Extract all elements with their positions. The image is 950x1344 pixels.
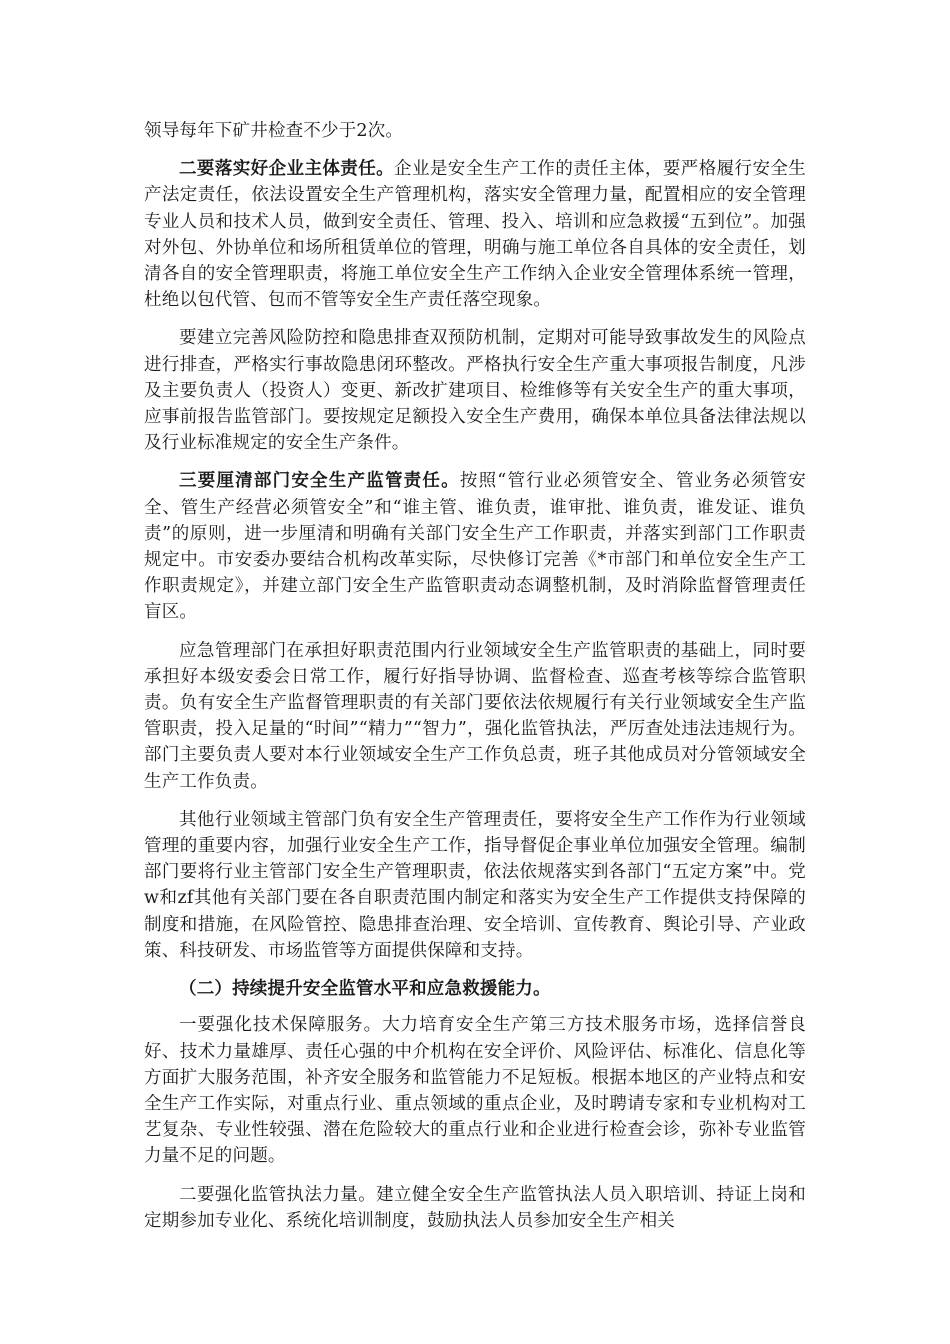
paragraph-7 (144, 1012, 806, 1169)
section-heading: （二）持续提升安全监管水平和应急救援能力。 (179, 979, 551, 1000)
paragraph-6-text: 其他行业领域主管部门负有安全生产管理责任，要将安全生产工作作为行业领域管理的重要内容，加强行业安全生产工作，指导督促企事业单位加强安全管理。编制部门要将行业主管部门安全生产管理职责，依法依规落实到各部门“五定方案”中。党w和zf其他有关部门要在各自职责范围内制定和落实为安全生产工作提供支持保障的制度和措施，在风险管控、隐患排查治理、安全培训、宣传教育、舆论引导、产业政策、科技研发、市场监管等方面提供保障和支持。 (144, 809, 806, 961)
paragraph-8 (144, 1182, 806, 1234)
paragraph-3-text: 要建立完善风险防控和隐患排查双预防机制，定期对可能导致事故发生的风险点进行排查，严格实行事故隐患闭环整改。严格执行安全生产重大事项报告制度，凡涉及主要负责人（投资人）变更、新改扩建项目、检维修等有关安全生产的重大事项，应事前报告监管部门。要按规定足额投入安全生产费用，确保本单位具备法律法规以及行业标准规定的安全生产条件。 (144, 328, 806, 454)
paragraph-3 (144, 325, 806, 456)
paragraph-2-lead: 二要落实好企业主体责任。 (179, 159, 395, 180)
paragraph-8-text: 二要强化监管执法力量。建立健全安全生产监管执法人员入职培训、持证上岗和定期参加专业化、系统化培训制度，鼓励执法人员参加安全生产相关 (144, 1184, 806, 1231)
paragraph-1-text: 领导每年下矿井检查不少于2次。 (144, 121, 404, 141)
paragraph-2-text: 企业是安全生产工作的责任主体，要严格履行安全生产法定责任，依法设置安全生产管理机构，落实安全管理力量，配置相应的安全管理专业人员和技术人员，做到安全责任、管理、投入、培训和应急救援“五到位”。加强对外包、外协单位和场所租赁单位的管理，明确与施工单位各自具体的安全责任，划清各自的安全管理职责，将施工单位安全生产工作纳入企业安全管理体系统一管理，杜绝以包代管、包而不管等安全生产责任落空现象。 (144, 159, 806, 311)
paragraph-7-text: 一要强化技术保障服务。大力培育安全生产第三方技术服务市场，选择信誉良好、技术力量雄厚、责任心强的中介机构在安全评价、风险评估、标准化、信息化等方面扩大服务范围，补齐安全服务和监管能力不足短板。根据本地区的产业特点和安全生产工作实际，对重点行业、重点领域的重点企业，及时聘请专家和专业机构对工艺复杂、专业性较强、潜在危险较大的重点行业和企业进行检查会诊，弥补专业监管力量不足的问题。 (144, 1015, 806, 1167)
paragraph-4-text: 按照“管行业必须管安全、管业务必须管安全、管生产经营必须管安全”和“谁主管、谁负责，谁审批、谁负责，谁发证、谁负责”的原则，进一步厘清和明确有关部门安全生产工作职责，并落实到部门工作职责规定中。市安委办要结合机构改革实际，尽快修订完善《*市部门和单位安全生产工作职责规定》，并建立部门安全生产监管职责动态调整机制，及时消除监督管理责任盲区。 (144, 471, 806, 623)
document-page (144, 118, 806, 1246)
paragraph-2 (144, 156, 806, 313)
paragraph-5-text: 应急管理部门在承担好职责范围内行业领域安全生产监管职责的基础上，同时要承担好本级安委会日常工作，履行好指导协调、监督检查、巡查考核等综合监管职责。负有安全生产监督管理职责的有关部门要依法依规履行有关行业领域安全生产监管职责，投入足量的“时间”“精力”“智力”，强化监管执法，严厉查处违法违规行为。部门主要负责人要对本行业领域安全生产工作负总责，班子其他成员对分管领域安全生产工作负责。 (144, 640, 806, 792)
paragraph-4 (144, 468, 806, 625)
paragraph-6 (144, 807, 806, 964)
paragraph-1 (144, 118, 806, 144)
paragraph-5 (144, 638, 806, 795)
paragraph-4-lead: 三要厘清部门安全生产监管责任。 (179, 471, 460, 492)
